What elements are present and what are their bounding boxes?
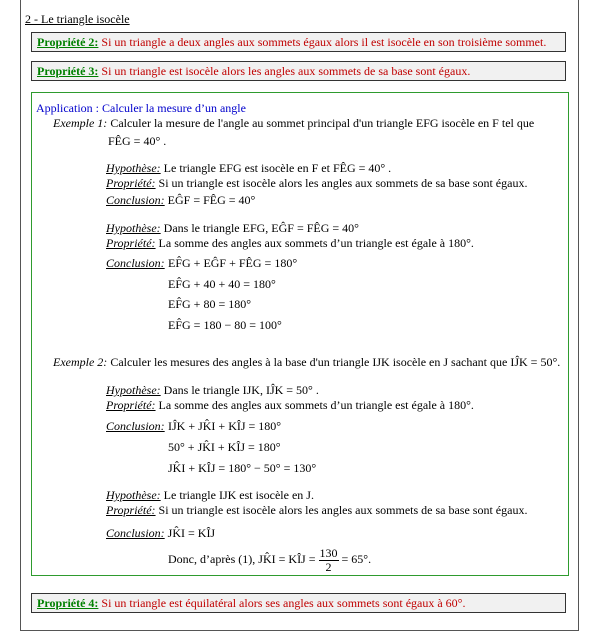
conclusion-label: Conclusion: [106, 193, 165, 207]
property-2-box [31, 32, 566, 52]
example-2-label: Exemple 2: [53, 355, 108, 369]
property-label: Propriété: [106, 176, 156, 190]
property-label: Propriété: [106, 236, 156, 250]
property-3-text: Si un triangle est isocèle alors les angles aux sommets de sa base sont égaux. [101, 64, 471, 78]
ex1-property-1 [106, 176, 527, 191]
hypothesis-label: Hypothèse: [106, 161, 161, 175]
hypothesis-text: Dans le triangle EFG, EĜF = FÊG = 40° [160, 221, 359, 235]
equation-line: EF̂G + EĜF + FÊG = 180° [168, 256, 298, 270]
hypothesis-label: Hypothèse: [106, 383, 161, 397]
property-2-name: Propriété 2: [37, 35, 99, 49]
application-box [31, 92, 569, 576]
fraction-numerator: 130 [319, 545, 338, 560]
page [20, 0, 579, 631]
final-result [168, 543, 371, 575]
final-prefix: Donc, d’après (1), JK̂I = KÎJ = [168, 552, 316, 566]
section-title: 2 - Le triangle isocèle [25, 12, 130, 26]
hypothesis-text: Le triangle IJK est isocèle en J. [160, 488, 314, 502]
equation-line: EF̂G + 40 + 40 = 180° [168, 277, 276, 291]
property-text: La somme des angles aux sommets d’un triangle est égale à 180°. [155, 398, 474, 412]
ex1-property-2 [106, 236, 474, 251]
fraction [319, 547, 339, 574]
equation-line: EF̂G = 180 − 80 = 100° [168, 318, 282, 332]
conclusion-label: Conclusion: [106, 256, 165, 270]
property-3-box [31, 61, 566, 81]
property-3-name: Propriété 3: [37, 64, 99, 78]
property-4-box [31, 593, 566, 613]
ex2-property-1 [106, 398, 474, 413]
ex1-hypothesis-2 [106, 221, 359, 236]
property-text: La somme des angles aux sommets d’un triangle est égale à 180°. [155, 236, 474, 250]
property-4-name: Propriété 4: [37, 596, 99, 610]
example-1-statement [53, 116, 534, 131]
application-title: Application : Calculer la mesure d’un angle [36, 101, 246, 115]
property-text: Si un triangle est isocèle alors les angles aux sommets de sa base sont égaux. [155, 503, 528, 517]
final-suffix: = 65°. [341, 552, 372, 566]
example-2-statement [53, 355, 560, 370]
ex2-property-2 [106, 503, 527, 518]
ex2-hypothesis-1 [106, 383, 319, 398]
equation-line: EF̂G + 80 = 180° [168, 297, 252, 311]
property-label: Propriété: [106, 503, 156, 517]
example-2-text: Calculer les mesures des angles à la base d'un triangle IJK isocèle en J sachant que IĴK = 50°. [107, 355, 561, 369]
ex2-conclusion-2 [106, 526, 215, 541]
hypothesis-text: Le triangle EFG est isocèle en F et FÊG = 40° . [160, 161, 392, 175]
property-4-text: Si un triangle est équilatéral alors ses angles aux sommets sont égaux à 60°. [101, 596, 466, 610]
example-1-label: Exemple 1: [53, 116, 108, 130]
property-2-text: Si un triangle a deux angles aux sommets égaux alors il est isocèle en son troisième sommet. [101, 35, 547, 49]
example-1-text: Calculer la mesure de l'angle au sommet principal d'un triangle EFG isocèle en F tel que [107, 116, 535, 130]
fraction-denominator: 2 [325, 559, 332, 574]
hypothesis-text: Dans le triangle IJK, IĴK = 50° . [160, 383, 319, 397]
ex1-hypothesis-1 [106, 161, 391, 176]
equation-line: JK̂I + KÎJ = 180° − 50° = 130° [168, 461, 317, 475]
conclusion-text: JK̂I = KÎJ [164, 526, 216, 540]
conclusion-label: Conclusion: [106, 419, 165, 433]
ex1-conclusion-1 [106, 193, 255, 208]
hypothesis-label: Hypothèse: [106, 221, 161, 235]
example-1-given: FÊG = 40° . [108, 134, 167, 148]
ex2-conclusion-1 [106, 419, 165, 434]
conclusion-text: EĜF = FÊG = 40° [164, 193, 256, 207]
ex1-conclusion-2 [106, 256, 165, 271]
equation-line: IĴK + JK̂I + KÎJ = 180° [168, 419, 282, 433]
property-label: Propriété: [106, 398, 156, 412]
conclusion-label: Conclusion: [106, 526, 165, 540]
ex2-hypothesis-2 [106, 488, 314, 503]
equation-line: 50° + JK̂I + KÎJ = 180° [168, 440, 281, 454]
hypothesis-label: Hypothèse: [106, 488, 161, 502]
property-text: Si un triangle est isocèle alors les angles aux sommets de sa base sont égaux. [155, 176, 528, 190]
